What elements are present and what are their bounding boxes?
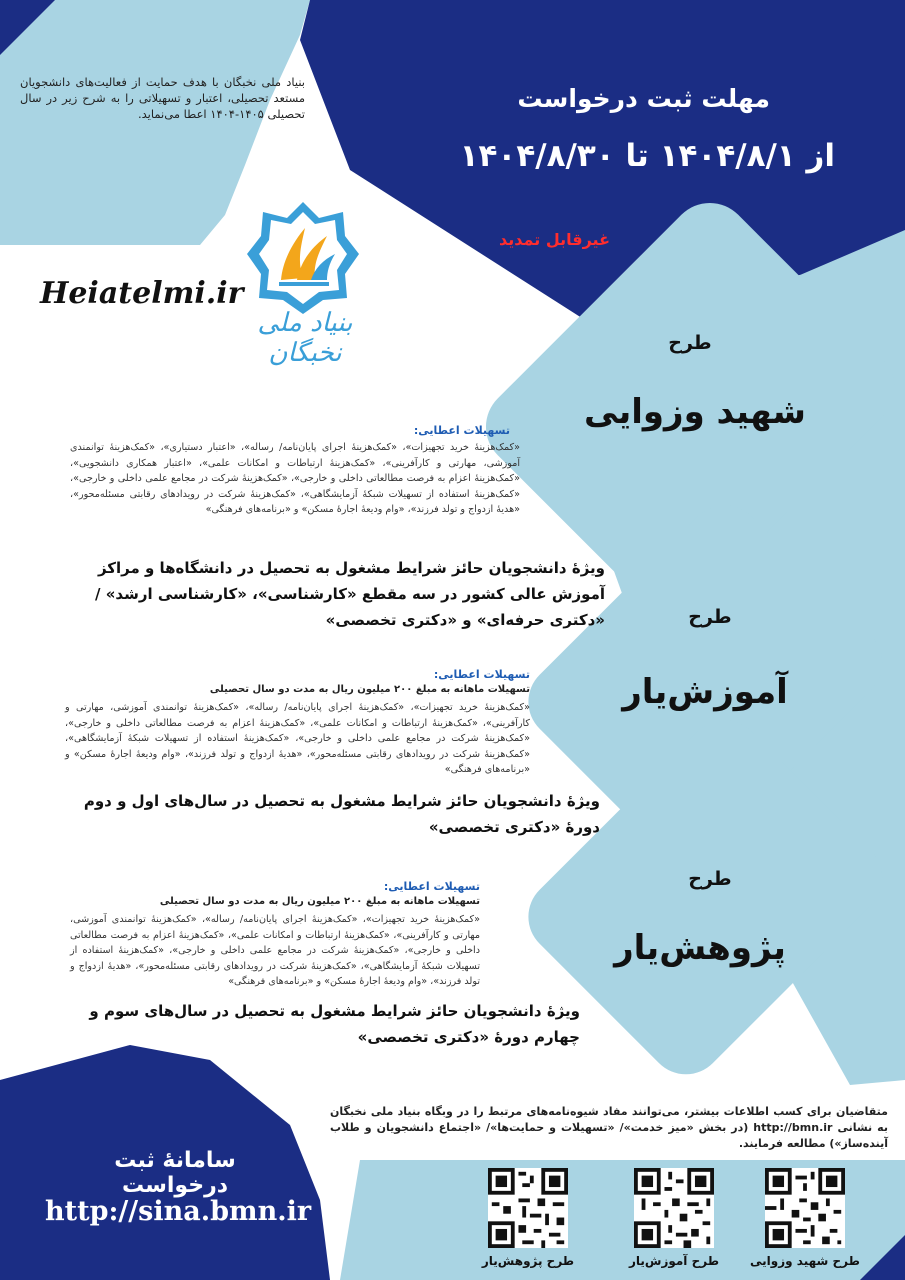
plan-2-facilities-body: «کمک‌هزینهٔ خرید تجهیزات»، «کمک‌هزینهٔ اجرای پایان‌نامه/ رساله»، «کمک‌هزینهٔ توانمندی آموزشی، مهارتی و کارآفرینی»، «کمک‌هزینهٔ ارتباطات و امکانات علمی»، «کمک‌هزینهٔ اعزام به فرصت مطالعاتی داخلی و خارجی»، «کمک‌هزینهٔ شرکت در مجامع علمی داخلی و خارجی»، «کمک‌هزینهٔ استفاده از تسهیلات شبکهٔ آزمایشگاهی»، «کمک‌هزینهٔ شرکت در رویدادهای رقابتی مسئله‌محور»، «هدیهٔ ازدواج و تولد فرزند»، «وام ودیعهٔ اجارهٔ مسکن» و «برنامه‌های فرهنگی» [65, 702, 530, 775]
plan-1-facilities-title: تسهیلات اعطایی: [413, 424, 510, 437]
plan-2-name: آموزش‌یار [622, 672, 788, 712]
qr-code-icon[interactable] [488, 1168, 568, 1248]
qr-label-vazvaei-plan: طرح شهید وزوایی [750, 1254, 860, 1268]
non-extendable-note: غیرقابل تمدید [499, 230, 610, 249]
plan-3-name: پژوهش‌یار [614, 928, 786, 968]
plan-1-eligibility: ویژهٔ دانشجویان حائز شرایط مشغول به تحصیل در دانشگاه‌ها و مراکز آموزش عالی کشور در سه مقطع «کارشناسی»، «کارشناسی ارشد» / «دکتری حرفه‌ای» و «دکتری تخصصی» [95, 559, 605, 629]
plan-1-label: طرح [668, 332, 712, 354]
plan-2-eligibility: ویژهٔ دانشجویان حائز شرایط مشغول به تحصیل در سال‌های اول و دوم دورهٔ «دکتری تخصصی» [83, 792, 600, 836]
plan-3-facilities-title: تسهیلات اعطایی: [383, 880, 480, 893]
plan-1-facilities-body: «کمک‌هزینهٔ خرید تجهیزات»، «کمک‌هزینهٔ اجرای پایان‌نامه/ رساله»، «اعتبار دستیاری»، «کمک‌هزینهٔ توانمندی آموزشی، مهارتی و کارآفرینی»، «کمک‌هزینهٔ ارتباطات و امکانات علمی»، «اعتبار همکاری دانشجویی»، «کمک‌هزینهٔ اعزام به فرصت مطالعاتی داخلی و خارجی»، «کمک‌هزینهٔ شرکت در مجامع علمی داخلی و خارجی»، «کمک‌هزینهٔ استفاده از تسهیلات شبکهٔ آزمایشگاهی»، «کمک‌هزینهٔ شرکت در رویدادهای رقابتی مسئله‌محور»، «هدیهٔ ازدواج و تولد فرزند»، «وام ودیعهٔ اجارهٔ مسکن» و «برنامه‌های فرهنگی» [70, 442, 520, 515]
plan-2-label: طرح [688, 606, 732, 628]
portal-url-link[interactable]: http://sina.bmn.ir [45, 1196, 312, 1227]
qr-label-education-plan: طرح آموزش‌یار [628, 1254, 720, 1268]
bmn-logo-icon [243, 198, 363, 318]
deadline-range: از ۱۴۰۴/۸/۱ تا ۱۴۰۴/۸/۳۰ [459, 138, 835, 174]
qr-code-icon[interactable] [765, 1168, 845, 1248]
logo-caption: بنیاد ملی نخبگان [257, 308, 353, 368]
footer-note: متقاضیان برای کسب اطلاعات بیشتر، می‌توانند مفاد شیوه‌نامه‌های مرتبط را در وبگاه بنیاد ملی نخبگان به نشانی http://bmn.ir (در بخش «میز خدمت»/ «تسهیلات و حمایت‌ها»/ «اجتماع دانشجویان و طلاب آینده‌ساز») مطالعه فرمایند. [330, 1105, 888, 1150]
qr-code-icon[interactable] [634, 1168, 714, 1248]
plan-3-label: طرح [688, 868, 732, 890]
deadline-title: مهلت ثبت درخواست [517, 84, 770, 113]
portal-title: سامانهٔ ثبت درخواست [114, 1148, 236, 1198]
plan-1-name: شهید وزوایی [584, 392, 806, 432]
plan-3-eligibility: ویژهٔ دانشجویان حائز شرایط مشغول به تحصیل در سال‌های سوم و چهارم دورهٔ «دکتری تخصصی» [89, 1002, 580, 1046]
plan-2-facilities-title: تسهیلات اعطایی: [433, 668, 530, 681]
site-watermark: Heiatelmi.ir [40, 276, 244, 311]
intro-paragraph: بنیاد ملی نخبگان با هدف حمایت از فعالیت‌های دانشجویان مستعد تحصیلی، اعتبار و تسهیلاتی را به شرح زیر در سال تحصیلی ۱۴۰۵-۱۴۰۴ اعطا می‌نماید. [20, 75, 305, 121]
plan-2-facilities-head: تسهیلات ماهانه به مبلغ ۲۰۰ میلیون ریال به مدت دو سال تحصیلی [209, 684, 530, 695]
plan-3-facilities-head: تسهیلات ماهانه به مبلغ ۲۰۰ میلیون ریال به مدت دو سال تحصیلی [159, 896, 480, 907]
qr-label-research-plan: طرح پژوهش‌یار [481, 1254, 575, 1268]
plan-3-facilities-body: «کمک‌هزینهٔ خرید تجهیزات»، «کمک‌هزینهٔ اجرای پایان‌نامه/ رساله»، «کمک‌هزینهٔ توانمندی آموزشی، مهارتی و کارآفرینی»، «کمک‌هزینهٔ ارتباطات و امکانات علمی»، «کمک‌هزینهٔ اعزام به فرصت مطالعاتی داخلی و خارجی»، «کمک‌هزینهٔ شرکت در مجامع علمی داخلی و خارجی»، «کمک‌هزینهٔ استفاده از تسهیلات شبکهٔ آزمایشگاهی»، «کمک‌هزینهٔ شرکت در رویدادهای رقابتی مسئله‌محور»، «هدیهٔ ازدواج و تولد فرزند»، «وام ودیعهٔ اجارهٔ مسکن» و «برنامه‌های فرهنگی» [70, 914, 480, 987]
